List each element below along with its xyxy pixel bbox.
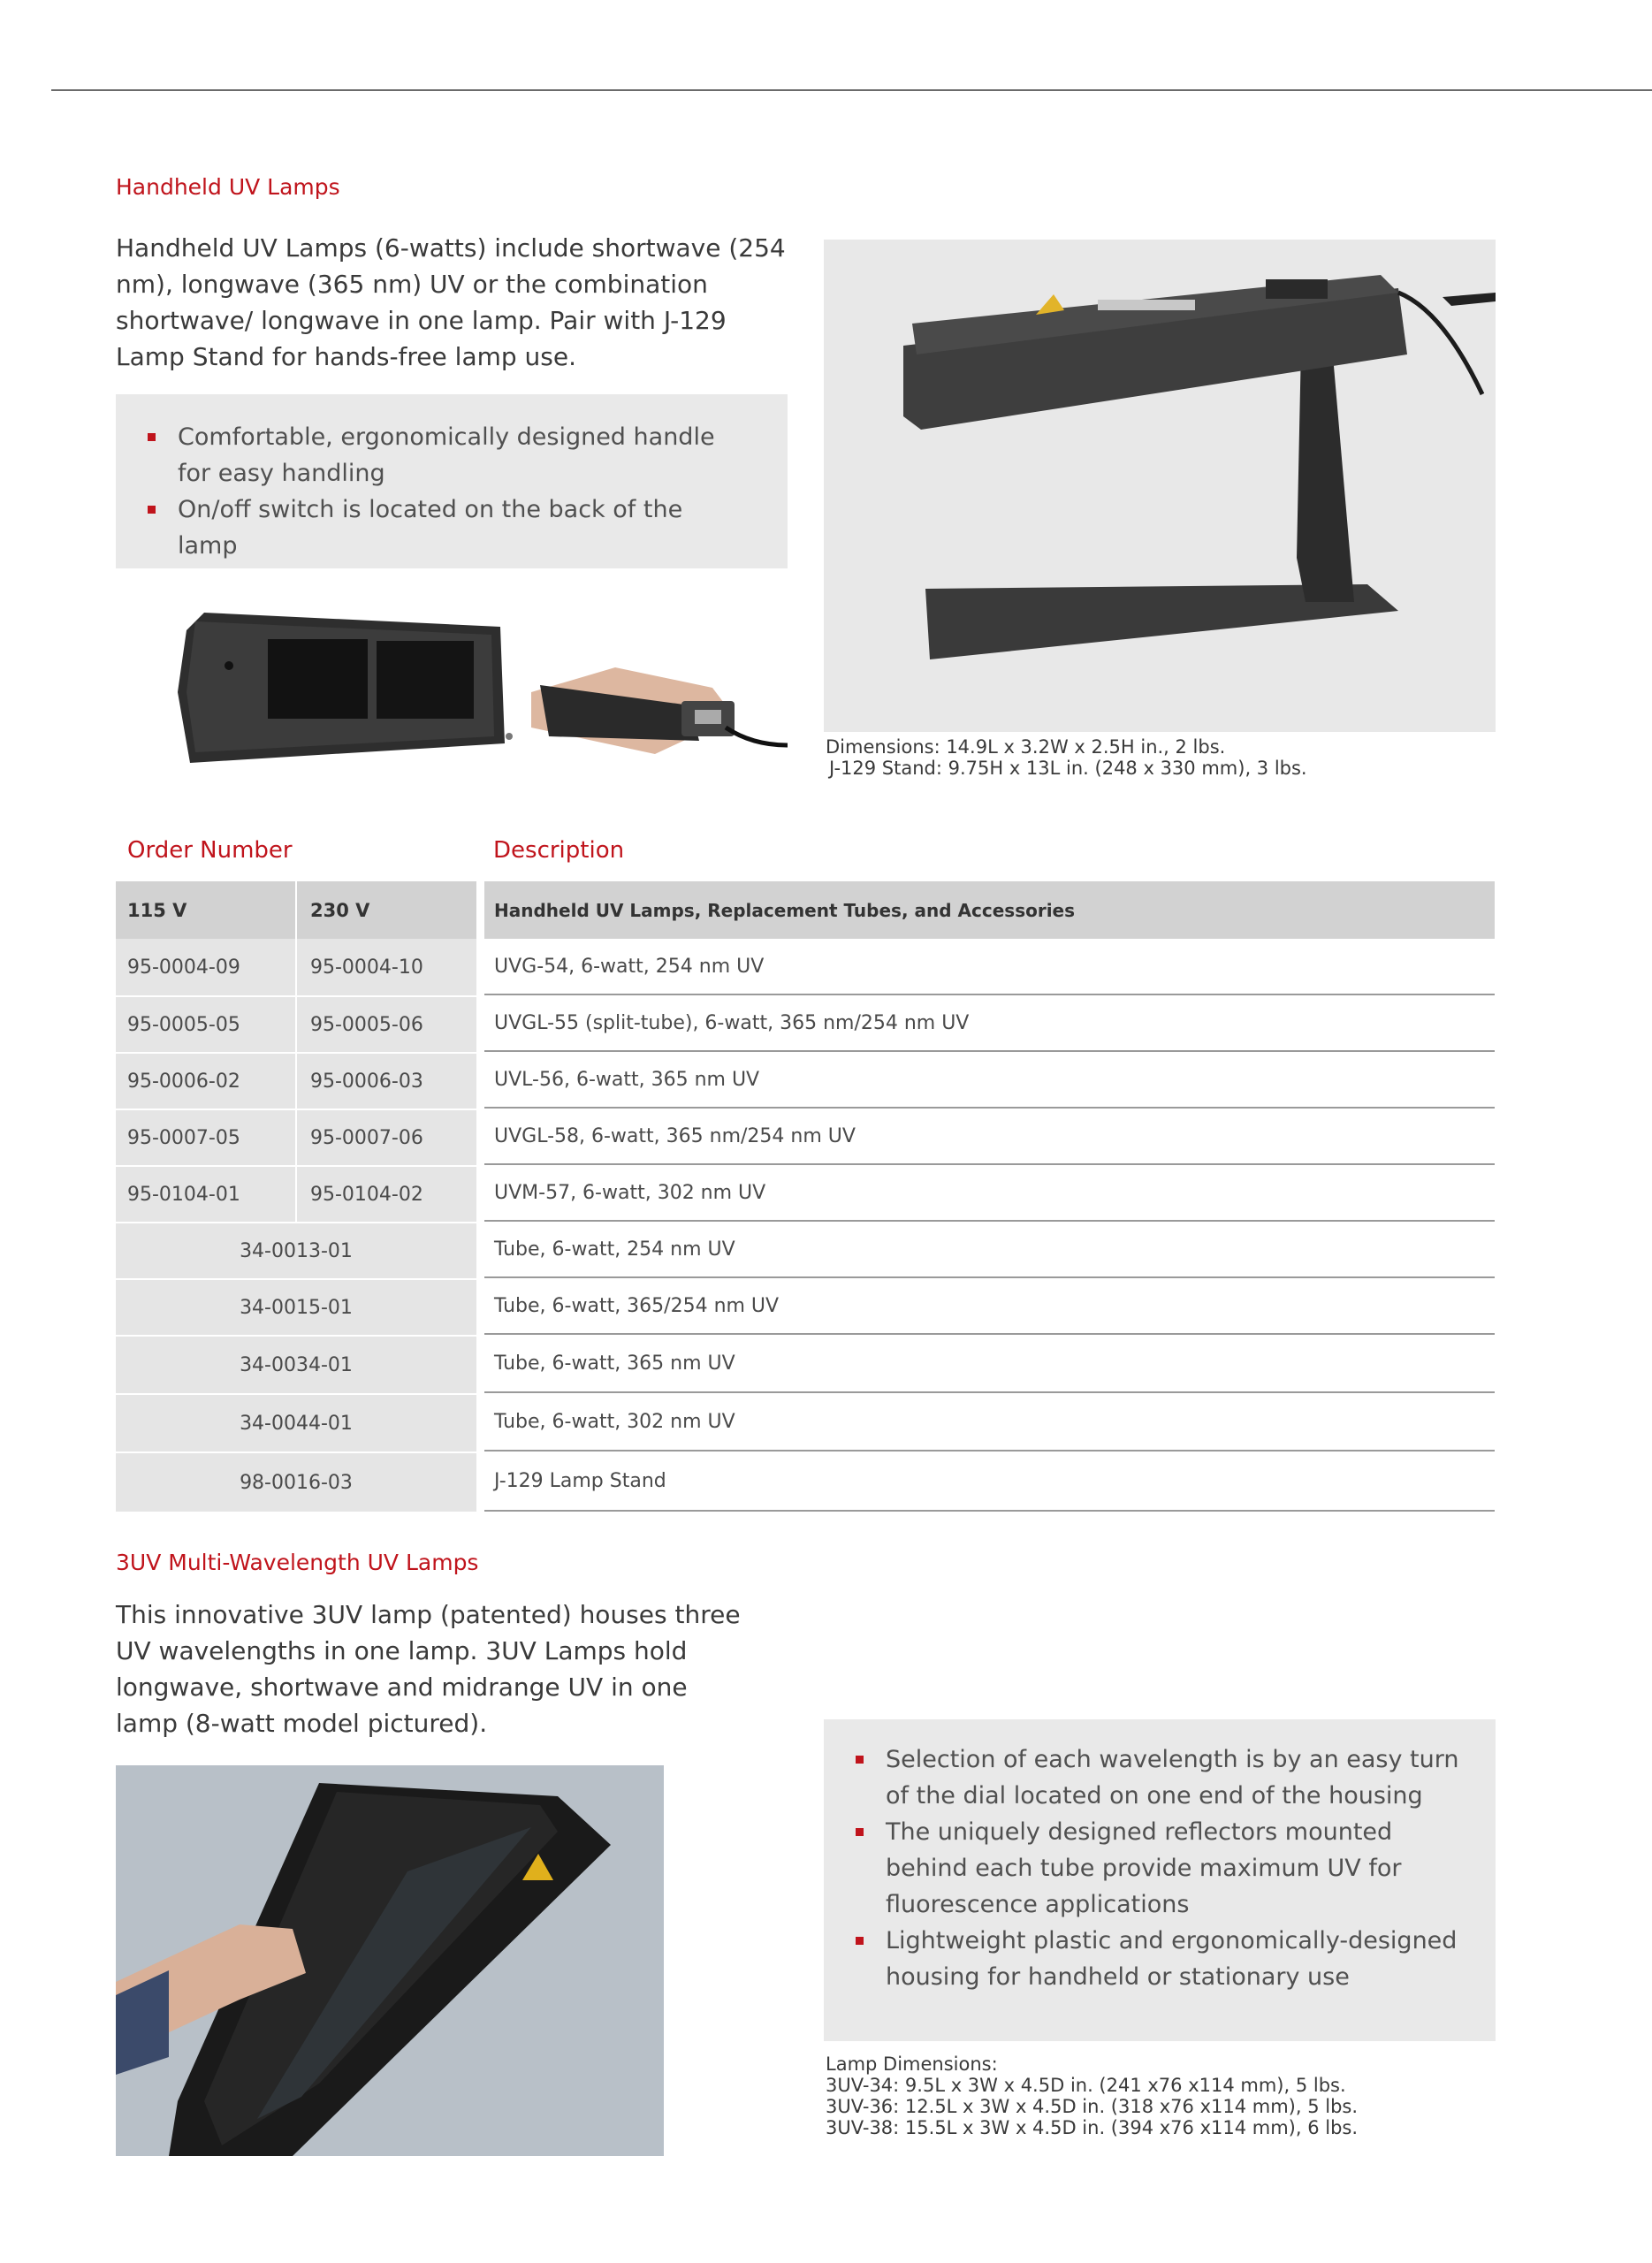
order-number: 34-0034-01 [116,1337,476,1393]
section-title-3uv: 3UV Multi-Wavelength UV Lamps [116,1550,479,1575]
feature-item: On/off switch is located on the back of the lamp [145,491,746,564]
order-number: 34-0013-01 [116,1223,476,1278]
col-order-number: Order Number [127,837,293,864]
caption-line: 3UV-34: 9.5L x 3W x 4.5D in. (241 x76 x114 mm), 5 lbs. [826,2075,1346,2096]
3uv-dimensions-caption [826,2053,1497,2138]
lamp-stand-photo [824,240,1496,732]
caption-line: J-129 Stand: 9.75H x 13L in. (248 x 330 mm), 3 lbs. [829,758,1307,779]
order-115v: 95-0006-02 [116,1054,295,1109]
section-title-handheld: Handheld UV Lamps [116,174,340,200]
table-row [116,1109,1495,1165]
order-230v: 95-0007-06 [297,1110,476,1165]
caption-line: 3UV-38: 15.5L x 3W x 4.5D in. (394 x76 x114 mm), 6 lbs. [826,2117,1359,2138]
table-row [116,1393,1495,1452]
row-description: Tube, 6-watt, 254 nm UV [484,1222,1495,1278]
order-number: 34-0044-01 [116,1395,476,1452]
order-115v: 95-0104-01 [116,1167,295,1222]
row-description: UVM-57, 6-watt, 302 nm UV [484,1165,1495,1222]
header-115v: 115 V [116,881,295,939]
col-description: Description [493,837,625,864]
top-rule [51,89,1652,91]
feature-item: Lightweight plastic and ergonomically-designed housing for handheld or stationary use [853,1923,1472,1995]
table-row [116,995,1495,1052]
caption-line: Dimensions: 14.9L x 3.2W x 2.5H in., 2 lbs. [826,736,1226,758]
order-number: 34-0015-01 [116,1280,476,1335]
row-description: Tube, 6-watt, 302 nm UV [484,1393,1495,1452]
order-230v: 95-0006-03 [297,1054,476,1109]
order-115v: 95-0004-09 [116,939,295,995]
order-230v: 95-0004-10 [297,939,476,995]
order-115v: 95-0007-05 [116,1110,295,1165]
table-row [116,1335,1495,1393]
row-description: Tube, 6-watt, 365 nm UV [484,1335,1495,1393]
table-row [116,939,1495,995]
header-description: Handheld UV Lamps, Replacement Tubes, and Accessories [484,881,1495,939]
table-row [116,1452,1495,1512]
handheld-lamp-photo [116,586,788,803]
caption-line: 3UV-36: 12.5L x 3W x 4.5D in. (318 x76 x114 mm), 5 lbs. [826,2096,1359,2117]
table-row [116,1278,1495,1335]
3uv-intro: This innovative 3UV lamp (patented) houses three UV wavelengths in one lamp. 3UV Lamps hold longwave, shortwave and midrange UV in one lamp (8-watt model pictured). [116,1600,741,1738]
handheld-dimensions-caption [826,736,1497,779]
3uv-features-list [853,1741,1472,1995]
order-230v: 95-0005-06 [297,997,476,1052]
feature-item: The uniquely designed reflectors mounted behind each tube provide maximum UV for fluorescence applications [853,1814,1472,1923]
row-description: UVGL-58, 6-watt, 365 nm/254 nm UV [484,1109,1495,1165]
handheld-features-list [145,419,746,564]
table-row [116,1052,1495,1109]
feature-item: Selection of each wavelength is by an easy turn of the dial located on one end of the housing [853,1741,1472,1814]
row-description: UVG-54, 6-watt, 254 nm UV [484,939,1495,995]
handheld-intro: Handheld UV Lamps (6-watts) include shortwave (254 nm), longwave (365 nm) UV or the combination shortwave/ longwave in one lamp. Pair with J-129 Lamp Stand for hands-free lamp use. [116,233,786,371]
row-description: Tube, 6-watt, 365/254 nm UV [484,1278,1495,1335]
table-row [116,1222,1495,1278]
table-header-row [116,881,1495,939]
row-description: UVGL-55 (split-tube), 6-watt, 365 nm/254 nm UV [484,995,1495,1052]
order-230v: 95-0104-02 [297,1167,476,1222]
handheld-features-box [116,394,788,568]
row-description: UVL-56, 6-watt, 365 nm UV [484,1052,1495,1109]
caption-line: Lamp Dimensions: [826,2053,998,2075]
table-row [116,1165,1495,1222]
order-number: 98-0016-03 [116,1453,476,1512]
feature-item: Comfortable, ergonomically designed handle for easy handling [145,419,746,491]
3uv-features-box [824,1719,1496,2041]
row-description: J-129 Lamp Stand [484,1452,1495,1512]
order-115v: 95-0005-05 [116,997,295,1052]
3uv-lamp-photo [116,1765,664,2156]
header-230v: 230 V [297,881,476,939]
